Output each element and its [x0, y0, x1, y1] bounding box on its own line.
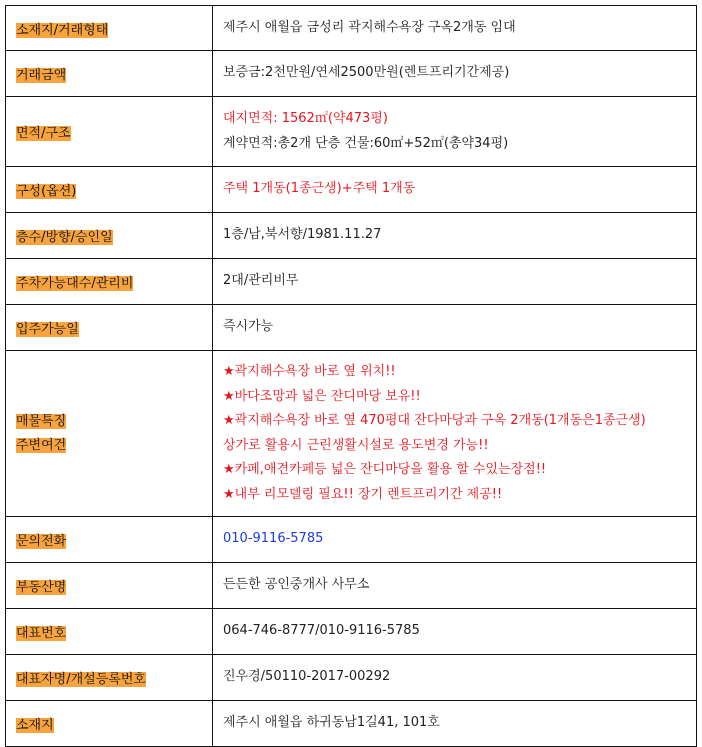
row-value-cell: [213, 563, 697, 609]
row-value-cell: [213, 701, 697, 747]
value-line: 진우경/50110-2017-00292: [223, 669, 391, 685]
value-line: ★카페,애견카페등 넓은 잔디마당을 활용 할 수있는장점!!: [223, 462, 547, 477]
row-label-cell: [6, 655, 213, 701]
row-label-cell: [6, 609, 213, 655]
row-label-cell: [6, 517, 213, 563]
row-label-cell: [6, 97, 213, 167]
row-value-cell: [213, 517, 697, 563]
row-label: 층수/방향/승인일: [16, 230, 113, 245]
table-row: [6, 517, 697, 563]
value-line: 든든한 공인중개사 사무소: [223, 577, 370, 593]
row-label-cell: [6, 167, 213, 213]
table-row: [6, 51, 697, 97]
row-label: 문의전화: [16, 534, 67, 549]
row-label: 대표번호: [16, 626, 67, 641]
row-label: 소재지/거래형태: [16, 22, 109, 38]
row-label: 입주가능일: [16, 322, 79, 337]
row-label-cell: [6, 259, 213, 305]
row-value-cell: [213, 351, 697, 517]
row-label-cell: [6, 213, 213, 259]
table-row: [6, 351, 697, 517]
row-label: 면적/구조: [16, 126, 71, 141]
row-label: 소재지: [16, 718, 54, 733]
table-row: [6, 609, 697, 655]
value-line: 제주시 애월읍 하귀동남1길41, 101호: [223, 715, 440, 731]
value-line: ★바다조망과 넓은 잔디마당 보유!!: [223, 388, 421, 404]
value-line: ★곽지해수욕장 바로 옆 위치!!: [223, 364, 396, 379]
row-value-cell: [213, 305, 697, 351]
listing-table: [5, 5, 697, 747]
row-label-cell: [6, 351, 213, 517]
value-line: 계약면적:총2개 단층 건물:60㎡+52㎡(총약34평): [223, 135, 509, 151]
phone-link[interactable]: 010-9116-5785: [223, 531, 324, 547]
table-row: [6, 701, 697, 747]
value-line: 1층/남,북서향/1981.11.27: [223, 227, 382, 243]
value-line: ★곽지해수욕장 바로 옆 470평대 잔다마당과 구옥 2개동(1개동은1종근생): [223, 413, 646, 428]
row-value-cell: [213, 655, 697, 701]
row-label: 대표자명/개설등록번호: [16, 672, 146, 687]
value-line: 대지면적: 1562㎡(약473평): [223, 111, 388, 126]
value-line: 2대/관리비무: [223, 273, 299, 289]
row-value-cell: [213, 259, 697, 305]
table-row: [6, 97, 697, 167]
table-row: [6, 655, 697, 701]
table-row: [6, 167, 697, 213]
row-value-cell: [213, 51, 697, 97]
row-label: 부동산명: [16, 580, 67, 595]
row-value-cell: [213, 167, 697, 213]
value-line: 064-746-8777/010-9116-5785: [223, 623, 420, 639]
table-row: [6, 6, 697, 51]
row-value-cell: [213, 6, 697, 51]
row-label-cell: [6, 305, 213, 351]
row-label: 주변여건: [16, 437, 67, 453]
row-label-cell: [6, 6, 213, 51]
row-label-cell: [6, 701, 213, 747]
row-value-cell: [213, 609, 697, 655]
table-row: [6, 259, 697, 305]
row-label-cell: [6, 51, 213, 97]
value-line: 제주시 애월읍 금성리 곽지해수욕장 구옥2개동 임대: [223, 19, 516, 35]
row-label: 주차가능대수/관리비: [16, 276, 134, 291]
value-line: 주택 1개동(1종근생)+주택 1개동: [223, 181, 416, 197]
row-label: 매물특징: [16, 413, 67, 429]
value-line: ★내부 리모델링 필요!! 장기 렌트프리기간 제공!!: [223, 486, 503, 502]
row-value-cell: [213, 213, 697, 259]
value-line: 즉시가능: [223, 319, 274, 335]
table-row: [6, 563, 697, 609]
table-row: [6, 213, 697, 259]
row-label: 구성(옵션): [16, 184, 77, 199]
value-line: 상가로 활용시 근린생활시설로 용도변경 가능!!: [223, 437, 489, 453]
table-row: [6, 305, 697, 351]
row-label: 거래금액: [16, 68, 67, 83]
row-value-cell: [213, 97, 697, 167]
row-label-cell: [6, 563, 213, 609]
value-line: 보증금:2천만원/연세2500만원(렌트프리기간제공): [223, 65, 510, 81]
